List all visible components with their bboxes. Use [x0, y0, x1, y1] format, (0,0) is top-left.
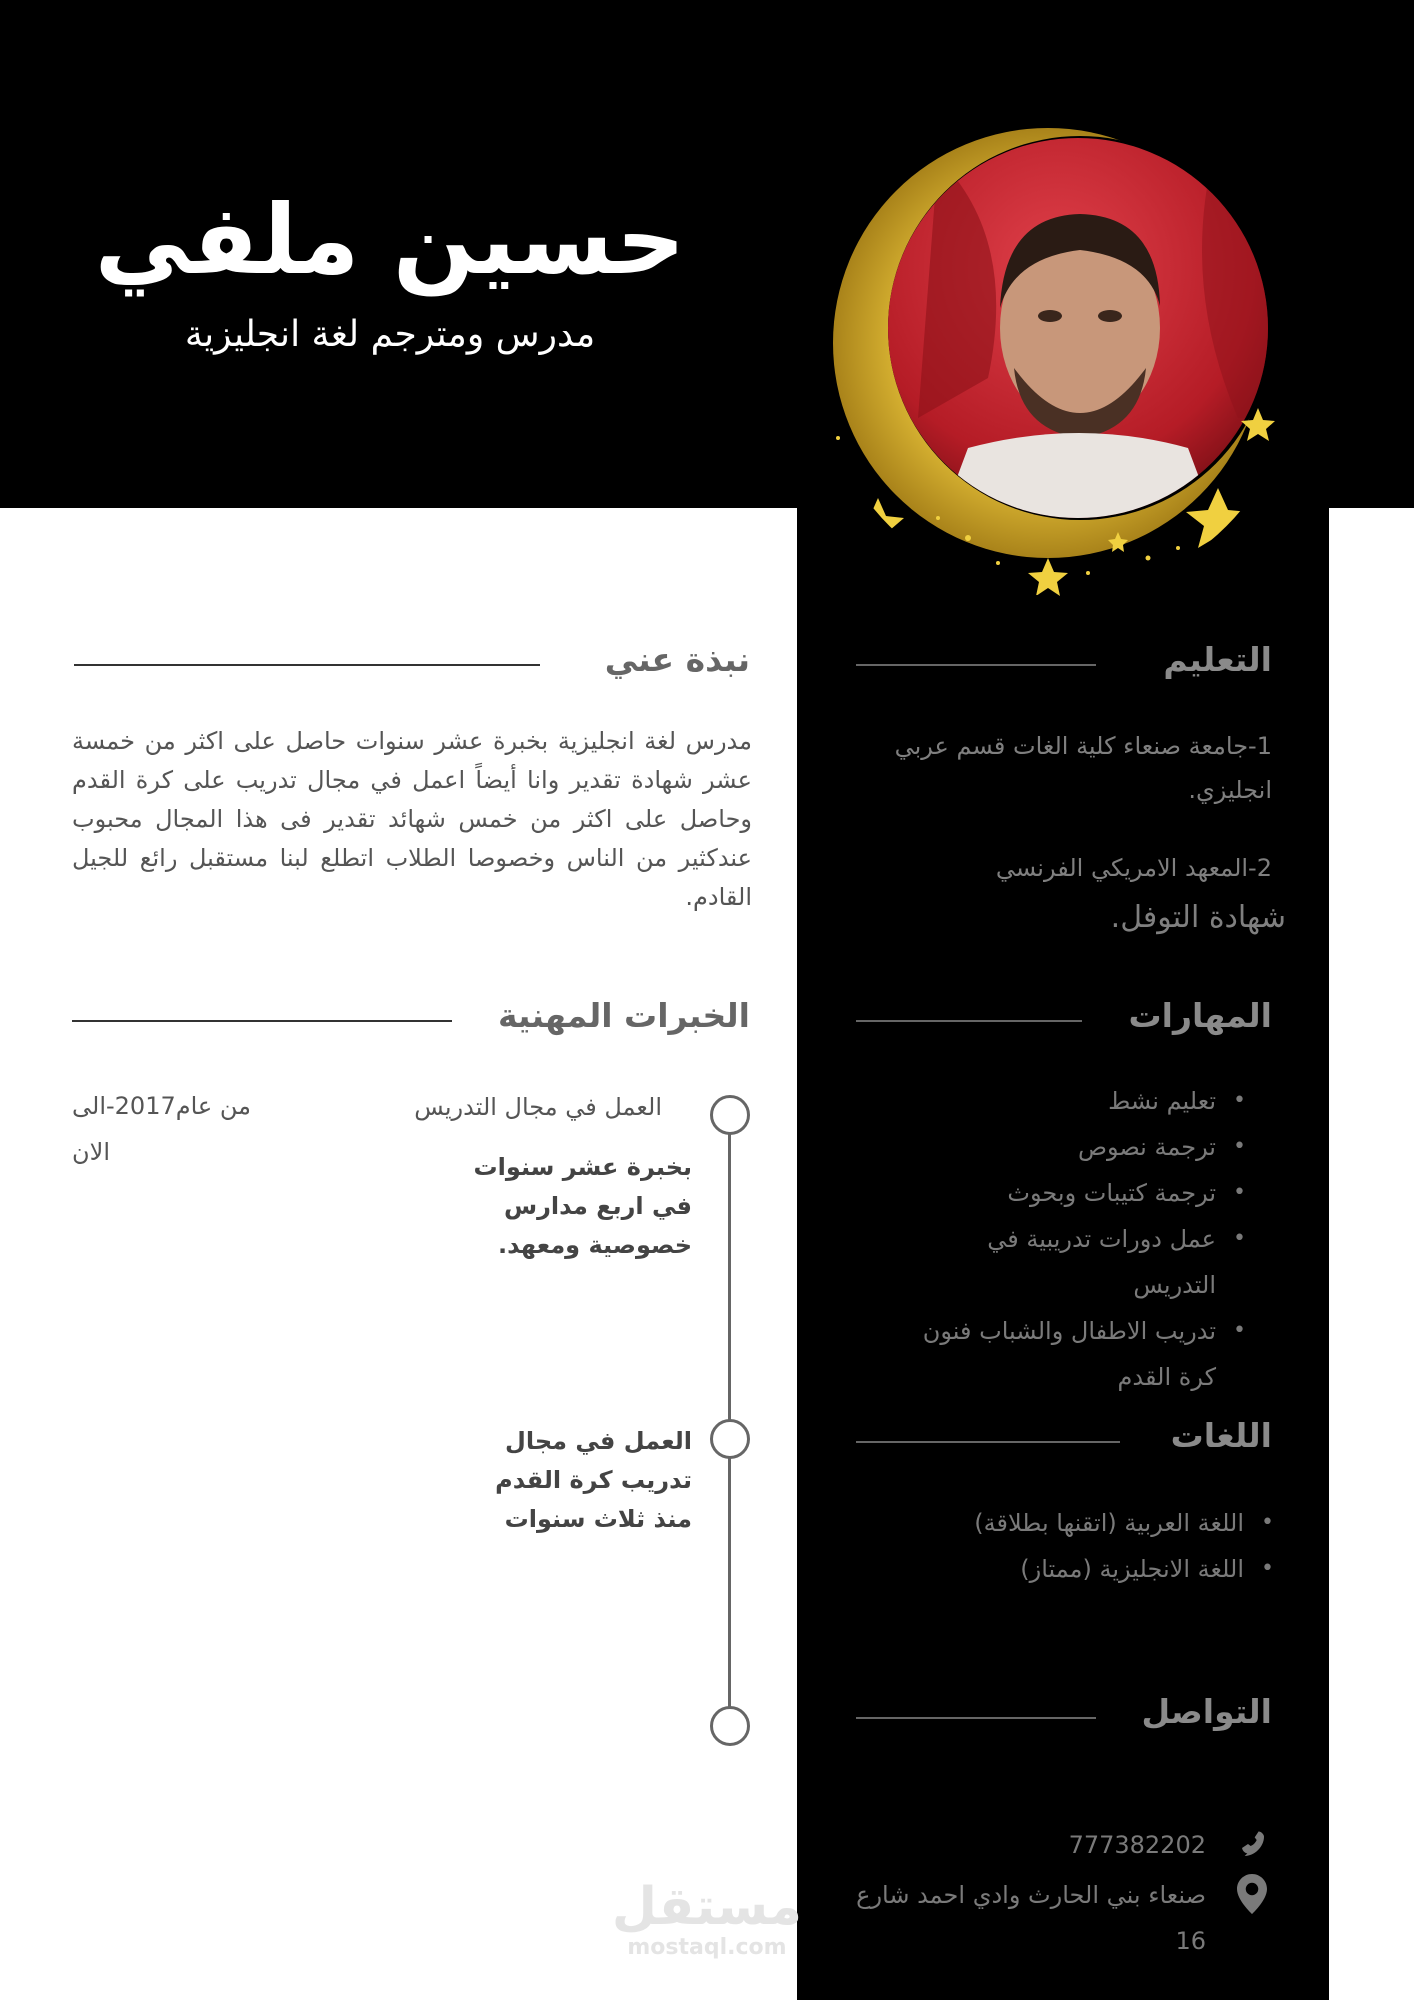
about-title: نبذة عني	[604, 640, 750, 679]
education-title: التعليم	[1163, 640, 1272, 679]
experience-divider	[72, 1020, 452, 1022]
experience-description: بخبرة عشر سنوات في اربع مدارس خصوصية ومعهد.	[473, 1153, 692, 1259]
watermark-latin: mostaql.com	[627, 1935, 787, 1960]
phone-number: 777382202	[1068, 1831, 1206, 1859]
watermark-arabic: مستقل	[611, 1877, 802, 1937]
list-item: • عمل دورات تدريبية في التدريس	[906, 1216, 1246, 1308]
contact-address	[846, 1872, 1272, 1964]
languages-list	[894, 1500, 1274, 1592]
list-item: • ترجمة كتيبات وبحوث	[906, 1170, 1246, 1216]
education-line: شهادة التوفل.	[1110, 900, 1286, 935]
about-text: مدرس لغة انجليزية بخبرة عشر سنوات حاصل على اكثر من خمسة عشر شهادة تقدير وانا أيضاً اعمل في مجال تدريب على كرة القدم وحاصل على اكثر من خمس شهائد تقدير فى هذا المجال محبوب عندكثير من الناس وخصوصا الطلاب اتطلع لبنا مستقبل رائع للجيل القادم.	[72, 727, 752, 911]
about-divider	[74, 664, 540, 666]
skills-divider	[856, 1020, 1082, 1022]
contact-title: التواصل	[1141, 1692, 1272, 1731]
languages-title: اللغات	[1170, 1416, 1272, 1455]
experience-title: الخبرات المهنية	[497, 996, 750, 1035]
skills-title: المهارات	[1128, 996, 1272, 1035]
education-line: 2-المعهد الامريكي الفرنسي	[995, 854, 1272, 882]
contact-divider	[856, 1717, 1096, 1719]
list-item: • اللغة العربية (اتقنها بطلاقة)	[894, 1500, 1274, 1546]
address-text: صنعاء بني الحارث وادي احمد شارع 16	[856, 1881, 1206, 1955]
timeline-node	[710, 1419, 750, 1459]
timeline-node	[710, 1706, 750, 1746]
education-divider	[856, 664, 1096, 666]
experience-description: العمل في مجال تدريب كرة القدم منذ ثلاث سنوات	[495, 1427, 692, 1533]
location-pin-icon	[1232, 1872, 1272, 1916]
watermark	[612, 1878, 802, 1960]
experience-date: من عام2017-الى الان	[72, 1092, 251, 1166]
profile-photo	[818, 118, 1298, 598]
experience-field: العمل في مجال التدريس	[414, 1093, 662, 1121]
list-item: • تدريب الاطفال والشباب فنون كرة القدم	[906, 1308, 1246, 1400]
education-line: 1-جامعة صنعاء كلية الغات قسم عربي انجليزي.	[894, 732, 1272, 804]
skills-list	[906, 1078, 1246, 1400]
job-title: مدرس ومترجم لغة انجليزية	[184, 314, 596, 355]
list-item: • تعليم نشط	[906, 1078, 1246, 1124]
list-item: • ترجمة نصوص	[906, 1124, 1246, 1170]
phone-icon	[1232, 1822, 1272, 1866]
timeline-node	[710, 1095, 750, 1135]
languages-divider	[856, 1441, 1120, 1443]
contact-phone	[1069, 1822, 1272, 1868]
list-item: • اللغة الانجليزية (ممتاز)	[894, 1546, 1274, 1592]
person-name: حسين ملفي	[94, 184, 686, 296]
